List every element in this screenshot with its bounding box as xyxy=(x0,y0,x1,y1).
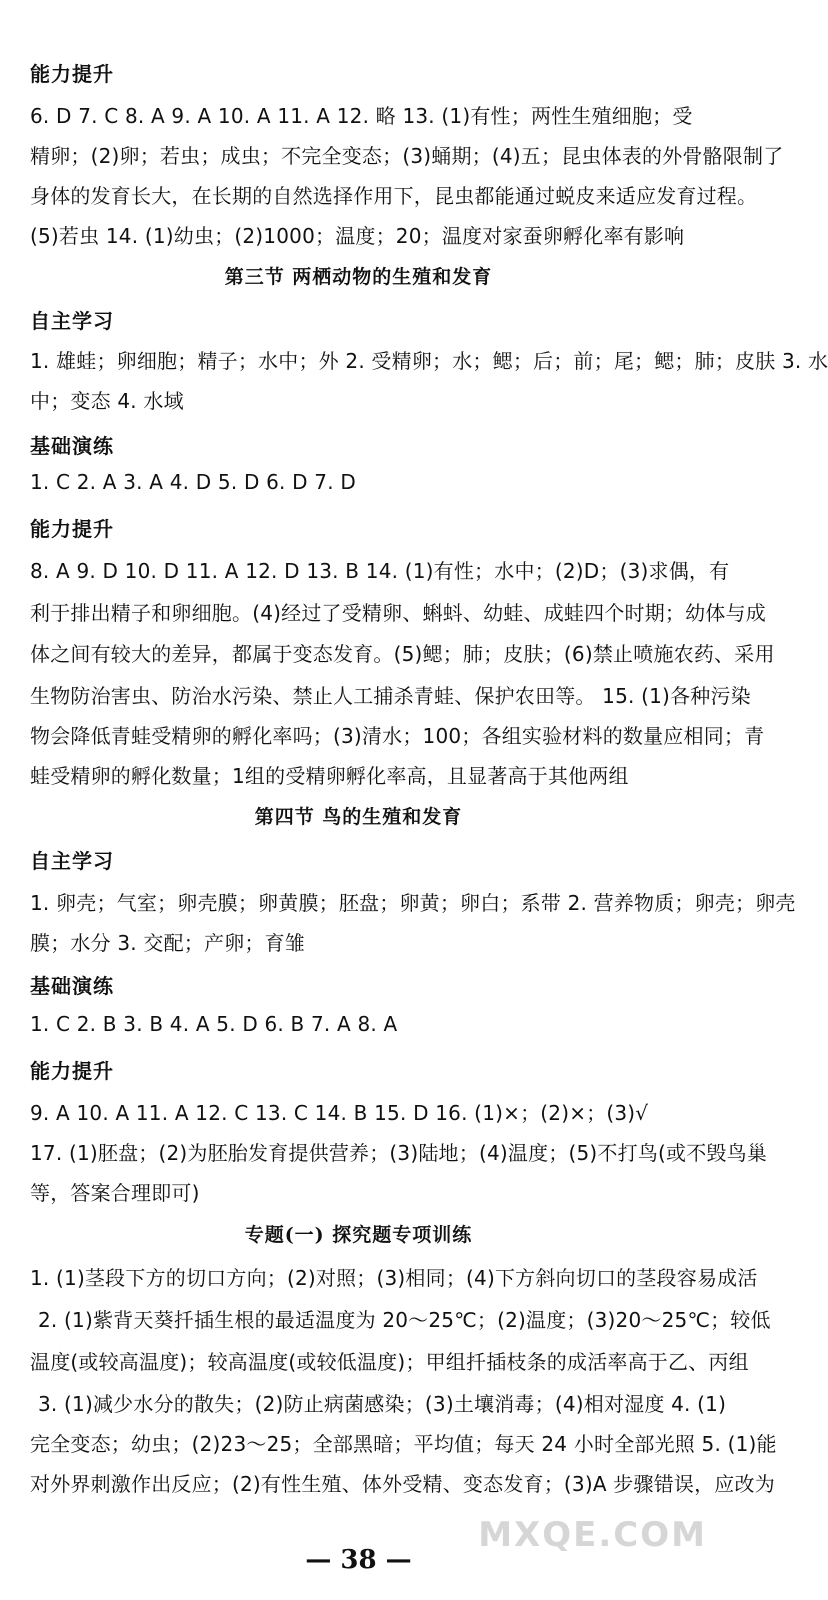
answer-line: 中；变态 4. 水域 xyxy=(30,389,184,413)
answer-line: 6. D 7. C 8. A 9. A 10. A 11. A 12. 略 13. (1)有性；两性生殖细胞；受 xyxy=(30,104,693,128)
subsection-heading: 能力提升 xyxy=(30,1059,114,1083)
answer-line: 生物防治害虫、防治水污染、禁止人工捕杀青蛙、保护农田等。 15. (1)各种污染 xyxy=(30,684,751,708)
subsection-heading: 基础演练 xyxy=(30,974,114,998)
subsection-heading: 自主学习 xyxy=(30,309,114,333)
answer-line: 完全变态；幼虫；(2)23～25；全部黑暗；平均值；每天 24 小时全部光照 5. (1)能 xyxy=(30,1432,777,1456)
answer-line: 利于排出精子和卵细胞。(4)经过了受精卵、蝌蚪、幼蛙、成蛙四个时期；幼体与成 xyxy=(30,601,766,625)
answer-line: 17. (1)胚盘；(2)为胚胎发育提供营养；(3)陆地；(4)温度；(5)不打鸟(或不毁鸟巢 xyxy=(30,1141,768,1165)
answer-line: 3. (1)减少水分的散失；(2)防止病菌感染；(3)土壤消毒；(4)相对湿度 4. (1) xyxy=(38,1392,727,1416)
answer-line: 1. C 2. B 3. B 4. A 5. D 6. B 7. A 8. A xyxy=(30,1012,398,1036)
answer-line: 1. 卵壳；气室；卵壳膜；卵黄膜；胚盘；卵黄；卵白；系带 2. 营养物质；卵壳；卵壳 xyxy=(30,891,796,915)
answer-line: 等，答案合理即可) xyxy=(30,1181,200,1205)
section-title: 专题(一) 探究题专项训练 xyxy=(244,1224,473,1246)
answer-line: 温度(或较高温度)；较高温度(或较低温度)；甲组扦插枝条的成活率高于乙、丙组 xyxy=(30,1350,749,1374)
answer-line: 膜；水分 3. 交配；产卵；育雏 xyxy=(30,931,305,955)
answer-line: 物会降低青蛙受精卵的孵化率吗；(3)清水；100；各组实验材料的数量应相同；青 xyxy=(30,724,765,748)
subsection-heading: 能力提升 xyxy=(30,517,114,541)
answer-line: 1. (1)茎段下方的切口方向；(2)对照；(3)相同；(4)下方斜向切口的茎段容易成活 xyxy=(30,1266,758,1290)
answer-line: 1. 雄蛙；卵细胞；精子；水中；外 2. 受精卵；水；鳃；后；前；尾；鳃；肺；皮肤 3. 水 xyxy=(30,349,828,373)
answer-line: 对外界刺激作出反应；(2)有性生殖、体外受精、变态发育；(3)A 步骤错误，应改为 xyxy=(30,1472,775,1496)
answer-line: 9. A 10. A 11. A 12. C 13. C 14. B 15. D 16. (1)×；(2)×；(3)√ xyxy=(30,1101,649,1125)
section-title: 第四节 鸟的生殖和发育 xyxy=(254,806,463,828)
answer-line: (5)若虫 14. (1)幼虫；(2)1000；温度；20；温度对家蚕卵孵化率有影响 xyxy=(30,224,685,248)
site-watermark: MXQE.COM xyxy=(478,1515,707,1555)
page-number: — 38 — xyxy=(305,1545,412,1575)
subsection-heading: 能力提升 xyxy=(30,62,114,86)
answer-line: 8. A 9. D 10. D 11. A 12. D 13. B 14. (1)有性；水中；(2)D；(3)求偶，有 xyxy=(30,559,730,583)
answer-line: 蛙受精卵的孵化数量；1组的受精卵孵化率高，且显著高于其他两组 xyxy=(30,764,629,788)
subsection-heading: 基础演练 xyxy=(30,434,114,458)
subsection-heading: 自主学习 xyxy=(30,849,114,873)
section-title: 第三节 两栖动物的生殖和发育 xyxy=(224,266,493,288)
answer-line: 体之间有较大的差异，都属于变态发育。(5)鳃；肺；皮肤；(6)禁止喷施农药、采用 xyxy=(30,642,775,666)
answer-line: 身体的发育长大，在长期的自然选择作用下，昆虫都能通过蜕皮来适应发育过程。 xyxy=(30,184,758,208)
answer-line: 1. C 2. A 3. A 4. D 5. D 6. D 7. D xyxy=(30,470,356,494)
answer-line: 2. (1)紫背天葵扦插生根的最适温度为 20～25℃；(2)温度；(3)20～25℃；较低 xyxy=(38,1308,771,1332)
answer-line: 精卵；(2)卵；若虫；成虫；不完全变态；(3)蛹期；(4)五；昆虫体表的外骨骼限制了 xyxy=(30,144,784,168)
